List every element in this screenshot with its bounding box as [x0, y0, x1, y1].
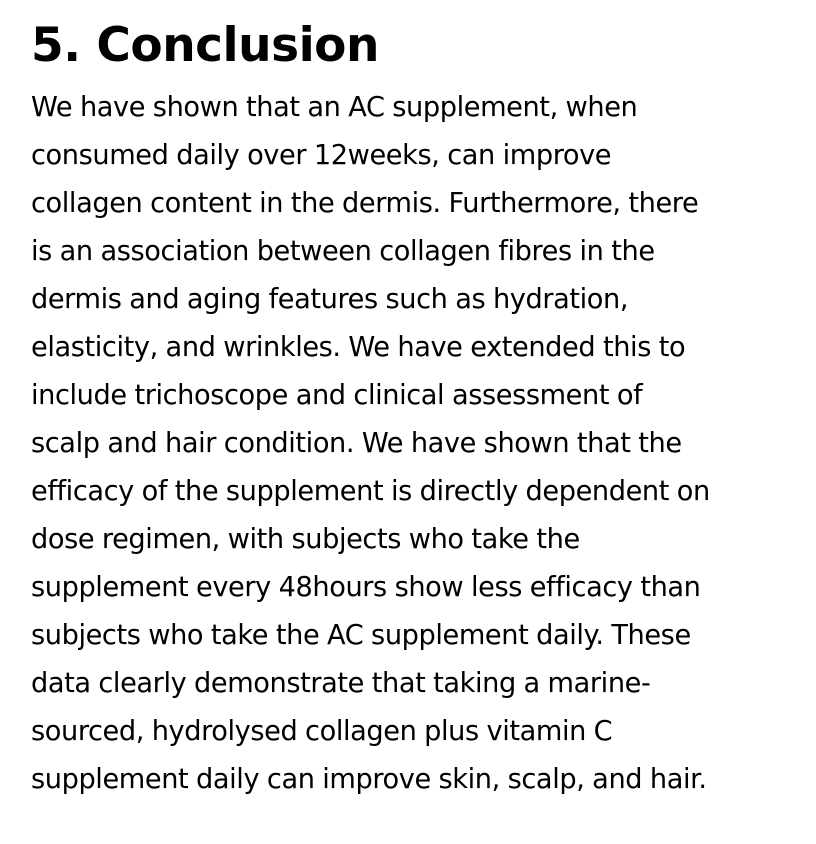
paragraph-line: scalp and hair condition. We have shown that the: [31, 428, 682, 459]
section-heading: 5. Conclusion: [31, 18, 379, 73]
paragraph-line: is an association between collagen fibres in the: [31, 236, 655, 267]
paragraph-line: include trichoscope and clinical assessment of: [31, 380, 643, 411]
paragraph-line: sourced, hydrolysed collagen plus vitamin C: [31, 716, 613, 747]
paragraph-line: We have shown that an AC supplement, when: [31, 92, 638, 123]
paragraph-line: collagen content in the dermis. Furthermore, there: [31, 188, 699, 219]
paragraph-line: dermis and aging features such as hydration,: [31, 284, 629, 315]
paragraph-line: subjects who take the AC supplement daily. These: [31, 620, 691, 651]
paragraph-line: supplement every 48hours show less efficacy than: [31, 572, 701, 603]
paragraph-line: elasticity, and wrinkles. We have extended this to: [31, 332, 686, 363]
paragraph-line: supplement daily can improve skin, scalp, and hair.: [31, 764, 707, 795]
paragraph-line: consumed daily over 12weeks, can improve: [31, 140, 612, 171]
conclusion-paragraph: [31, 84, 801, 804]
conclusion-section: [31, 12, 801, 804]
paragraph-line: efficacy of the supplement is directly dependent on: [31, 476, 710, 507]
paragraph-line: dose regimen, with subjects who take the: [31, 524, 580, 555]
paragraph-line: data clearly demonstrate that taking a marine-: [31, 668, 651, 699]
